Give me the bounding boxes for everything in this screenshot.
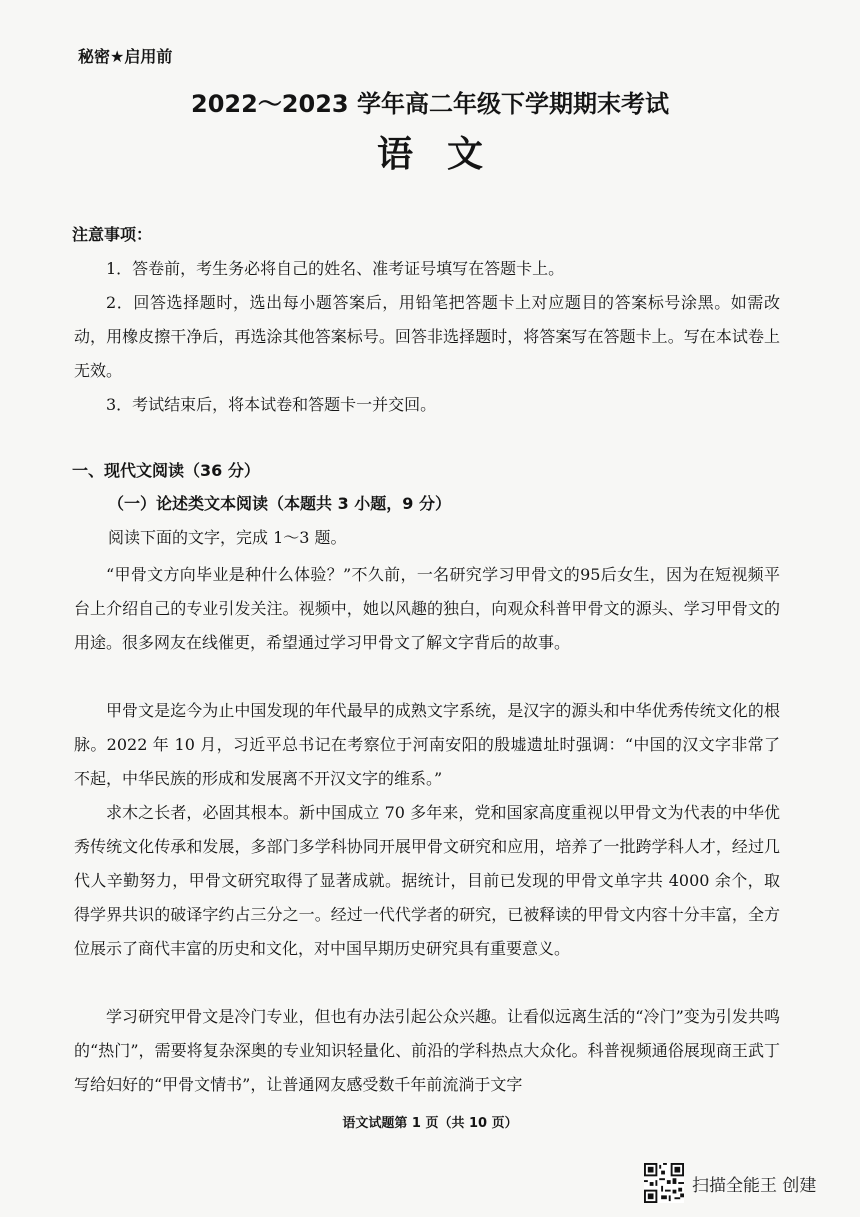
section-subheading: （一）论述类文本阅读（本题共 3 小题，9 分） (108, 494, 451, 513)
passage-paragraph-2: 甲骨文是迄今为止中国发现的年代最早的成熟文字系统，是汉字的源头和中华优秀传统文化的根脉。2022 年 10 月，习近平总书记在考察位于河南安阳的殷墟遗址时强调：“中国的汉文字非常了不起，中华民族的形成和发展离不开汉文字的维系。” (74, 701, 780, 788)
notice-item-1: 1．答卷前，考生务必将自己的姓名、准考证号填写在答题卡上。 (106, 259, 565, 278)
scanner-watermark (644, 1163, 816, 1203)
exam-title: 2022～2023 学年高二年级下学期期末考试 (191, 90, 669, 118)
notice-item-3: 3．考试结束后，将本试卷和答题卡一并交回。 (106, 395, 437, 414)
scanner-label: 扫描全能王 创建 (692, 1175, 817, 1196)
notice-item-2: 2．回答选择题时，选出每小题答案后，用铅笔把答题卡上对应题目的答案标号涂黑。如需改动，用橡皮擦干净后，再选涂其他答案标号。回答非选择题时，将答案写在答题卡上。写在本试卷上无效。 (74, 293, 780, 380)
section-heading: 一、现代文阅读（36 分） (72, 461, 260, 480)
passage-paragraph-3: 求木之长者，必固其根本。新中国成立 70 多年来，党和国家高度重视以甲骨文为代表的中华优秀传统文化传承和发展，多部门多学科协同开展甲骨文研究和应用，培养了一批跨学科人才，经过几代人辛勤努力，甲骨文研究取得了显著成就。据统计，目前已发现的甲骨文单字共 4000 余个，取得学界共识的破译字约占三分之一。经过一代代学者的研究，已被释读的甲骨文内容十分丰富，全方位展示了商代丰富的历史和文化，对中国早期历史研究具有重要意义。 (74, 803, 780, 958)
passage-paragraph-4: 学习研究甲骨文是冷门专业，但也有办法引起公众兴趣。让看似远离生活的“冷门”变为引发共鸣的“热门”，需要将复杂深奥的专业知识轻量化、前沿的学科热点大众化。科普视频通俗展现商王武丁写给妇好的“甲骨文情书”，让普通网友感受数千年前流淌于文字 (74, 1007, 780, 1094)
page-footer: 语文试题第 1 页（共 10 页） (342, 1116, 518, 1131)
secret-label: 秘密★启用前 (78, 47, 173, 66)
subject-title: 语文 (376, 134, 517, 175)
qr-code-icon (644, 1163, 684, 1203)
notice-heading: 注意事项： (72, 225, 153, 244)
passage-paragraph-1: “甲骨文方向毕业是种什么体验？”不久前，一名研究学习甲骨文的95后女生，因为在短视频平台上介绍自己的专业引发关注。视频中，她以风趣的独白，向观众科普甲骨文的源头、学习甲骨文的用途。很多网友在线催更，希望通过学习甲骨文了解文字背后的故事。 (74, 565, 780, 652)
reading-instruction: 阅读下面的文字，完成 1～3 题。 (108, 528, 347, 547)
